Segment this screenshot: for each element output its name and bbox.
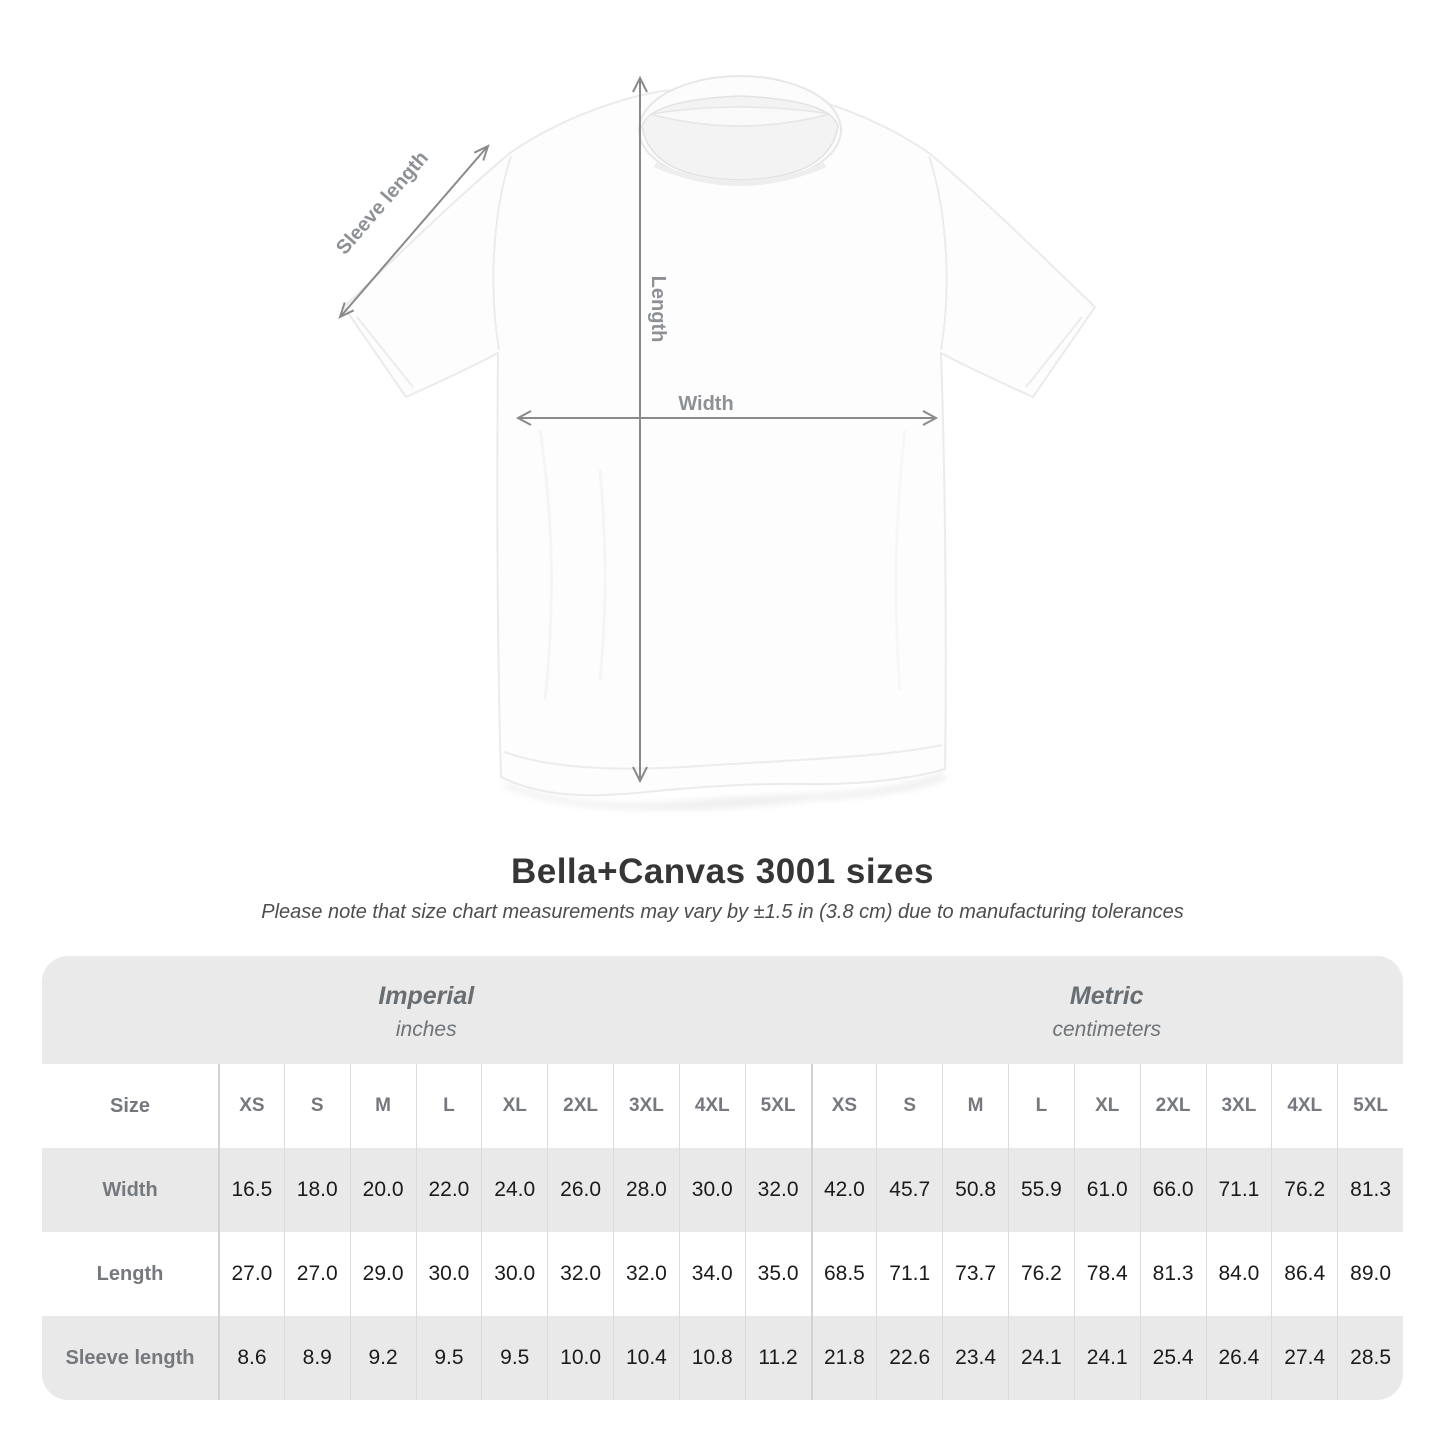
cell-width-imperial-4xl: 30.0	[679, 1148, 745, 1232]
cell-sleeve-length-metric-3xl: 26.4	[1206, 1316, 1272, 1400]
cell-sleeve-length-imperial-s: 8.9	[284, 1316, 350, 1400]
col-header-imperial-xl: XL	[481, 1064, 547, 1148]
size-chart-table	[42, 956, 1403, 1400]
metric-title: Metric	[1069, 982, 1144, 1010]
cell-width-metric-m: 50.8	[942, 1148, 1008, 1232]
width-measure-label: Width	[678, 393, 734, 415]
cell-length-imperial-5xl: 35.0	[745, 1232, 811, 1316]
cell-width-imperial-xl: 24.0	[481, 1148, 547, 1232]
cell-sleeve-length-metric-2xl: 25.4	[1140, 1316, 1206, 1400]
cell-sleeve-length-imperial-xl: 9.5	[481, 1316, 547, 1400]
cell-length-metric-m: 73.7	[942, 1232, 1008, 1316]
sleeve-length-measure-label: Sleeve length	[332, 147, 433, 260]
row-label-width: Width	[42, 1148, 218, 1232]
col-header-metric-4xl: 4XL	[1271, 1064, 1337, 1148]
cell-width-metric-2xl: 66.0	[1140, 1148, 1206, 1232]
cell-width-metric-l: 55.9	[1008, 1148, 1074, 1232]
cell-width-imperial-2xl: 26.0	[547, 1148, 613, 1232]
col-header-metric-xs: XS	[811, 1064, 877, 1148]
cell-length-imperial-l: 30.0	[416, 1232, 482, 1316]
cell-sleeve-length-imperial-l: 9.5	[416, 1316, 482, 1400]
cell-length-imperial-xs: 27.0	[218, 1232, 284, 1316]
cell-width-metric-xs: 42.0	[811, 1148, 877, 1232]
col-header-imperial-5xl: 5XL	[745, 1064, 811, 1148]
row-label-length: Length	[96, 1262, 164, 1285]
page-title: Bella+Canvas 3001 sizes	[510, 852, 935, 891]
col-header-metric-xl: XL	[1074, 1064, 1140, 1148]
cell-sleeve-length-metric-4xl: 27.4	[1271, 1316, 1337, 1400]
cell-length-metric-3xl: 84.0	[1206, 1232, 1272, 1316]
unit-header-band	[42, 956, 1403, 1064]
cell-length-imperial-3xl: 32.0	[613, 1232, 679, 1316]
cell-sleeve-length-metric-s: 22.6	[876, 1316, 942, 1400]
imperial-unit: inches	[395, 1018, 457, 1041]
cell-width-metric-4xl: 76.2	[1271, 1148, 1337, 1232]
cell-width-imperial-5xl: 32.0	[745, 1148, 811, 1232]
cell-width-metric-xl: 61.0	[1074, 1148, 1140, 1232]
cell-sleeve-length-imperial-2xl: 10.0	[547, 1316, 613, 1400]
row-label-sleeve-length: Sleeve length	[42, 1316, 218, 1400]
col-header-metric-2xl: 2XL	[1140, 1064, 1206, 1148]
cell-width-metric-s: 45.7	[876, 1148, 942, 1232]
col-header-metric-5xl: 5XL	[1337, 1064, 1403, 1148]
col-header-imperial-m: M	[350, 1064, 416, 1148]
cell-length-metric-2xl: 81.3	[1140, 1232, 1206, 1316]
cell-width-imperial-xs: 16.5	[218, 1148, 284, 1232]
cell-sleeve-length-imperial-m: 9.2	[350, 1316, 416, 1400]
cell-sleeve-length-metric-m: 23.4	[942, 1316, 1008, 1400]
cell-width-metric-3xl: 71.1	[1206, 1148, 1272, 1232]
col-header-imperial-2xl: 2XL	[547, 1064, 613, 1148]
cell-length-metric-5xl: 89.0	[1337, 1232, 1403, 1316]
col-header-imperial-l: L	[416, 1064, 482, 1148]
cell-length-metric-4xl: 86.4	[1271, 1232, 1337, 1316]
tolerance-note: Please note that size chart measurements may vary by ±1.5 in (3.8 cm) due to manufacturing tolerances	[261, 901, 1184, 923]
cell-length-imperial-2xl: 32.0	[547, 1232, 613, 1316]
cell-sleeve-length-imperial-3xl: 10.4	[613, 1316, 679, 1400]
col-header-metric-m: M	[942, 1064, 1008, 1148]
col-header-imperial-4xl: 4XL	[679, 1064, 745, 1148]
tshirt-body	[344, 89, 1095, 796]
col-header-imperial-s: S	[284, 1064, 350, 1148]
cell-sleeve-length-imperial-xs: 8.6	[218, 1316, 284, 1400]
cell-sleeve-length-metric-xs: 21.8	[811, 1316, 877, 1400]
cell-sleeve-length-metric-xl: 24.1	[1074, 1316, 1140, 1400]
col-header-metric-l: L	[1008, 1064, 1074, 1148]
size-chart-grid	[42, 1064, 1403, 1400]
cell-sleeve-length-imperial-5xl: 11.2	[745, 1316, 811, 1400]
cell-sleeve-length-metric-l: 24.1	[1008, 1316, 1074, 1400]
cell-width-imperial-l: 22.0	[416, 1148, 482, 1232]
col-header-imperial-xs: XS	[218, 1064, 284, 1148]
cell-length-imperial-4xl: 34.0	[679, 1232, 745, 1316]
metric-header-group	[811, 956, 1404, 1064]
collar	[639, 76, 841, 184]
cell-length-metric-s: 71.1	[876, 1232, 942, 1316]
imperial-title: Imperial	[378, 982, 475, 1010]
row-header-size: Size	[109, 1094, 151, 1117]
metric-unit: centimeters	[1052, 1018, 1162, 1041]
length-measure-label: Length	[647, 275, 669, 343]
imperial-header-group	[42, 956, 811, 1064]
cell-length-imperial-xl: 30.0	[481, 1232, 547, 1316]
cell-length-imperial-s: 27.0	[284, 1232, 350, 1316]
cell-sleeve-length-metric-5xl: 28.5	[1337, 1316, 1403, 1400]
col-header-metric-s: S	[876, 1064, 942, 1148]
cell-length-imperial-m: 29.0	[350, 1232, 416, 1316]
cell-length-metric-xs: 68.5	[811, 1232, 877, 1316]
cell-width-imperial-m: 20.0	[350, 1148, 416, 1232]
cell-width-imperial-s: 18.0	[284, 1148, 350, 1232]
col-header-metric-3xl: 3XL	[1206, 1064, 1272, 1148]
cell-width-imperial-3xl: 28.0	[613, 1148, 679, 1232]
cell-sleeve-length-imperial-4xl: 10.8	[679, 1316, 745, 1400]
cell-length-metric-xl: 78.4	[1074, 1232, 1140, 1316]
cell-width-metric-5xl: 81.3	[1337, 1148, 1403, 1232]
cell-length-metric-l: 76.2	[1008, 1232, 1074, 1316]
col-header-imperial-3xl: 3XL	[613, 1064, 679, 1148]
